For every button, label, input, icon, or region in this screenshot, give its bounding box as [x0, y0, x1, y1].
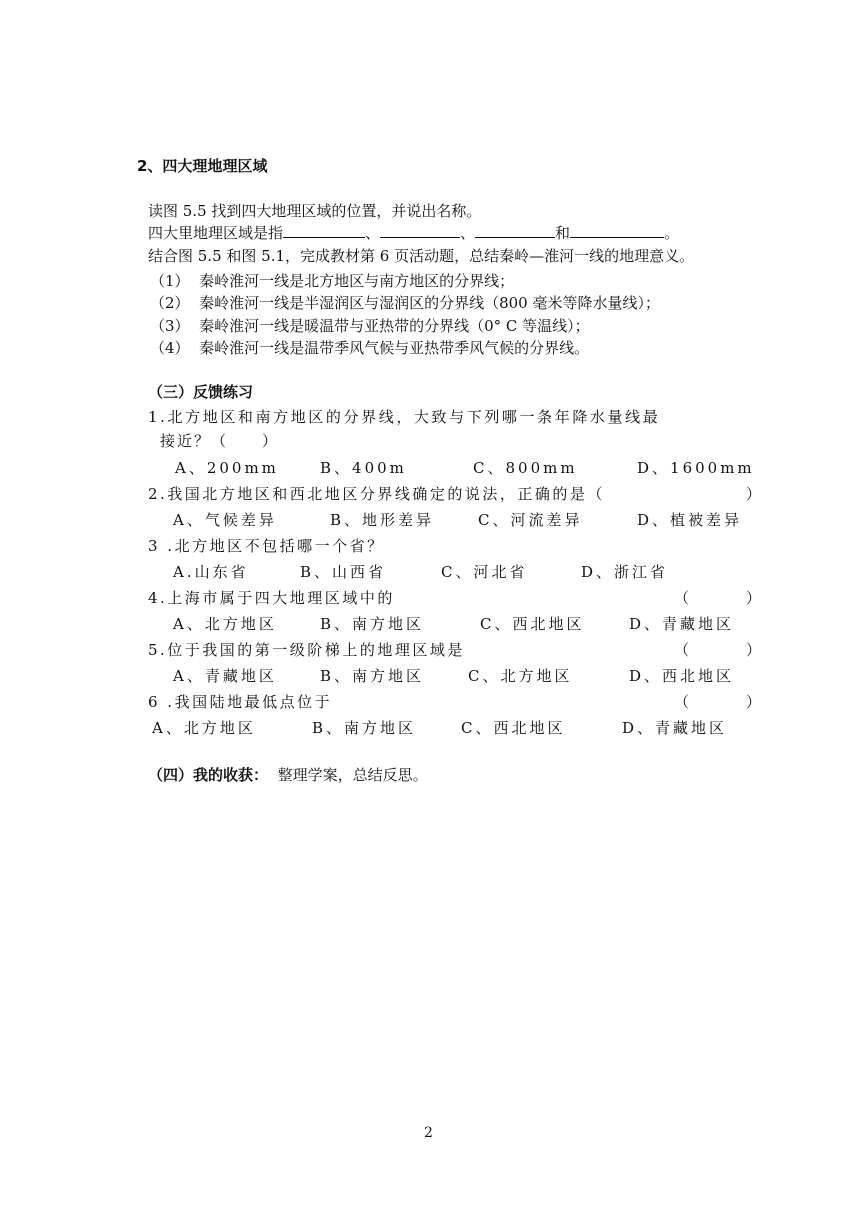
point-item — [150, 337, 589, 359]
q1-option-a[interactable]: A、200mm — [175, 459, 279, 477]
q4-option-d[interactable]: D、青藏地区 — [629, 615, 735, 633]
harvest-line — [148, 764, 428, 786]
q6-option-c[interactable]: C、西北地区 — [461, 719, 566, 737]
question-1-line-2: 接近？（ ） — [160, 432, 280, 450]
q6-open-paren: （ — [674, 693, 690, 711]
section-title: 2、四大理地理区域 — [137, 157, 268, 175]
separator: 、 — [365, 224, 381, 242]
q4-option-a[interactable]: A、北方地区 — [173, 615, 277, 633]
question-5: 5.位于我国的第一级阶梯上的地理区域是 — [148, 641, 465, 659]
point-item — [150, 292, 660, 314]
q5-option-b[interactable]: B、南方地区 — [320, 667, 425, 685]
q6-close-paren: ） — [746, 693, 762, 711]
point-text: 秦岭淮河一线是半湿润区与湿润区的分界线（800 毫米等降水量线）； — [199, 294, 660, 312]
point-number: （3） — [150, 317, 190, 335]
feedback-title: （三）反馈练习 — [148, 383, 254, 401]
point-number: （2） — [150, 294, 190, 312]
answer-blank-4[interactable] — [570, 223, 664, 238]
blank-prefix: 四大里地理区域是指 — [148, 224, 284, 242]
q6-option-b[interactable]: B、南方地区 — [312, 719, 417, 737]
question-3: 3 .北方地区不包括哪一个省？ — [148, 537, 385, 555]
q4-option-c[interactable]: C、西北地区 — [480, 615, 585, 633]
q4-open-paren: （ — [674, 589, 690, 607]
combine-instruction: 结合图 5.5 和图 5.1，完成教材第 6 页活动题，总结秦岭—淮河一线的地理意义。 — [148, 247, 695, 265]
q5-option-c[interactable]: C、北方地区 — [468, 667, 573, 685]
separator: 和 — [555, 224, 571, 242]
point-item — [150, 270, 514, 292]
q2-close-paren: ） — [746, 485, 762, 503]
q3-option-c[interactable]: C、河北省 — [441, 563, 528, 581]
q5-open-paren: （ — [674, 641, 690, 659]
q3-option-a[interactable]: A.山东省 — [173, 563, 249, 581]
read-instruction: 读图 5.5 找到四大地理区域的位置，并说出名称。 — [148, 202, 482, 220]
harvest-label: （四）我的收获： — [148, 766, 269, 784]
q5-option-a[interactable]: A、青藏地区 — [173, 667, 277, 685]
q1-option-b[interactable]: B、400m — [320, 459, 407, 477]
point-text: 秦岭淮河一线是温带季风气候与亚热带季风气候的分界线。 — [199, 339, 590, 357]
question-6: 6 .我国陆地最低点位于 — [148, 693, 333, 711]
q4-close-paren: ） — [746, 589, 762, 607]
q6-option-a[interactable]: A、北方地区 — [152, 719, 256, 737]
q2-option-d[interactable]: D、植被差异 — [637, 511, 743, 529]
point-item — [150, 315, 590, 337]
period: 。 — [664, 224, 680, 242]
answer-blank-3[interactable] — [475, 223, 555, 238]
q1-option-c[interactable]: C、800mm — [473, 459, 578, 477]
point-number: （1） — [150, 272, 190, 290]
harvest-text: 整理学案，总结反思。 — [277, 766, 428, 784]
q5-close-paren: ） — [746, 641, 762, 659]
question-2: 2.我国北方地区和西北地区分界线确定的说法，正确的是（ — [148, 485, 605, 503]
fill-blank-line — [148, 222, 679, 244]
answer-blank-2[interactable] — [380, 223, 460, 238]
q6-option-d[interactable]: D、青藏地区 — [622, 719, 728, 737]
q3-option-b[interactable]: B、山西省 — [300, 563, 387, 581]
q1-option-d[interactable]: D、1600mm — [637, 459, 755, 477]
point-number: （4） — [150, 339, 190, 357]
answer-blank-1[interactable] — [283, 223, 365, 238]
question-1-line-1: 1.北方地区和南方地区的分界线，大致与下列哪一条年降水量线最 — [148, 408, 661, 426]
page-number: 2 — [424, 1125, 433, 1141]
question-4: 4.上海市属于四大地理区域中的 — [148, 589, 395, 607]
q2-option-b[interactable]: B、地形差异 — [330, 511, 435, 529]
separator: 、 — [460, 224, 476, 242]
q3-option-d[interactable]: D、浙江省 — [581, 563, 669, 581]
q2-option-a[interactable]: A、气候差异 — [173, 511, 277, 529]
point-text: 秦岭淮河一线是暖温带与亚热带的分界线（0° C 等温线）； — [199, 317, 590, 335]
point-text: 秦岭淮河一线是北方地区与南方地区的分界线； — [199, 272, 515, 290]
q2-option-c[interactable]: C、河流差异 — [478, 511, 583, 529]
q5-option-d[interactable]: D、西北地区 — [629, 667, 735, 685]
q4-option-b[interactable]: B、南方地区 — [320, 615, 425, 633]
